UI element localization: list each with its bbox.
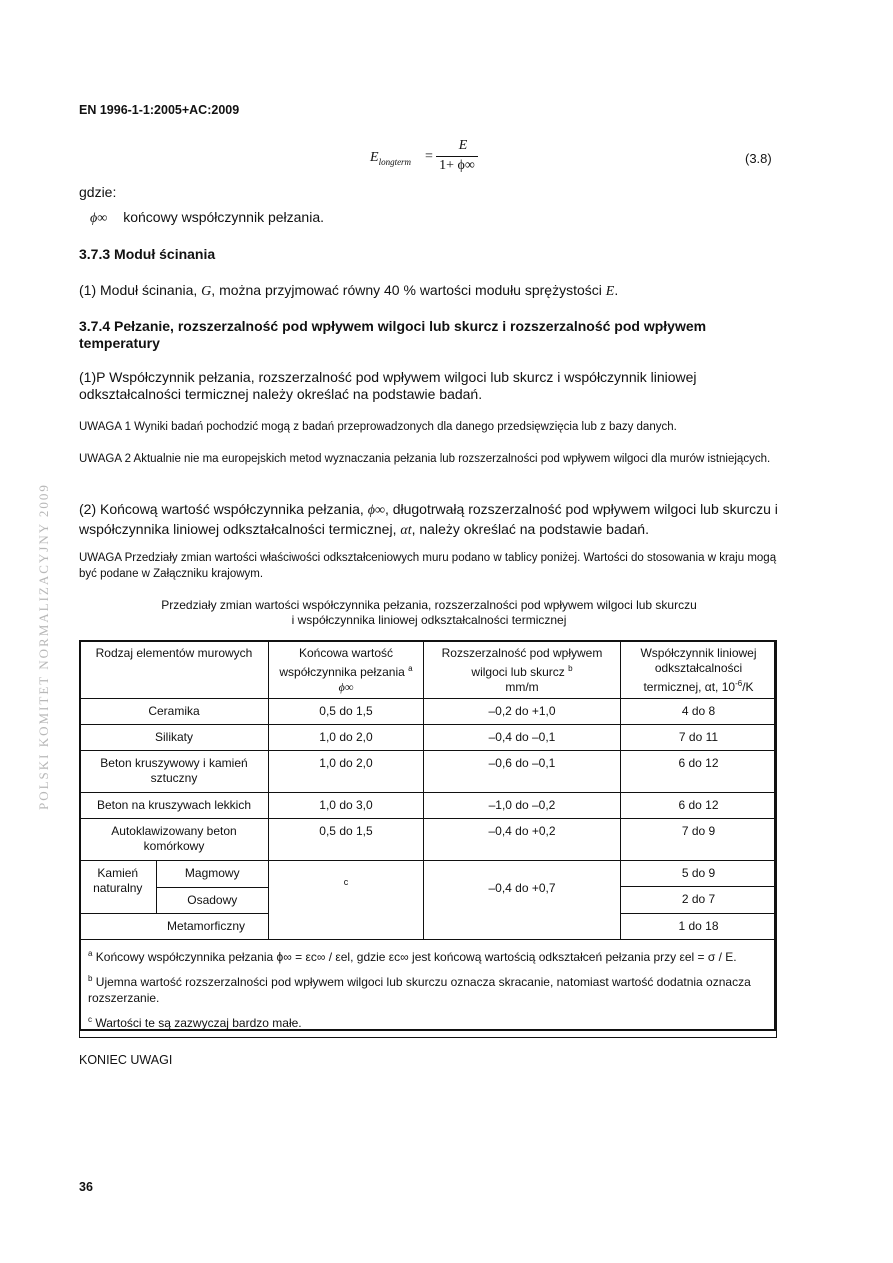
stone-subtype: Metamorficzny [166, 918, 246, 933]
stone-thermal: 5 do 9 [621, 861, 777, 887]
equation-number: (3.8) [745, 151, 772, 166]
footnotes-row [80, 940, 777, 1038]
stone-thermal: 2 do 7 [621, 887, 777, 913]
note-2: UWAGA 2 Aktualnie nie ma europejskich metod wyznaczania pełzania lub rozszerzalności pod wpływem wilgoci dla murów istniejących. [79, 453, 771, 465]
deformation-properties-table [79, 640, 777, 1038]
header-creep: Końcowa wartość współczynnika pełzania $^a$ ϕ∞ [269, 641, 424, 699]
note-1: UWAGA 1 Wyniki badań pochodzić mogą z badań przeprowadzonych dla danego przedsięwzięcia lub z bazy danych. [79, 421, 677, 433]
stone-moisture: –0,4 do +0,7 [424, 861, 621, 940]
formula-equals: = [425, 149, 433, 164]
table-row: Ceramika 0,5 do 1,5 –0,2 do +1,0 4 do 8 [80, 699, 777, 725]
stone-creep: c [269, 861, 424, 940]
stone-subtable [80, 861, 268, 939]
phi-text: końcowy współczynnik pełzania. [123, 209, 324, 225]
header-thermal: Współczynnik liniowej odkształcalności termicznej, αt, $10^{-6}/K$ [621, 641, 777, 699]
note-3: UWAGA Przedziały zmian wartości właściwości odkształceniowych muru podano w tablicy poniżej. Wartości do stosowania w kraju mogą być podane w Załączniku krajowym. [79, 552, 777, 580]
section-heading-3-7-3: 3.7.3 Moduł ścinania [79, 246, 216, 262]
formula-numerator: E [458, 138, 468, 153]
page-number: 36 [79, 1180, 93, 1194]
paragraph-1p: (1)P Współczynnik pełzania, rozszerzalność pod wpływem wilgoci lub skurcz i współczynnik liniowej odkształcalności termicznej należy określać na podstawie badań. [79, 369, 697, 402]
table-caption: Przedziały zmian wartości współczynnika pełzania, rozszerzalności pod wpływem wilgoci lub skurczu i współczynnika liniowej odkształcalności termicznej [161, 598, 697, 627]
document-header: EN 1996-1-1:2005+AC:2009 [79, 103, 240, 117]
where-label: gdzie: [79, 184, 117, 200]
paragraph-2: (2) Końcową wartość współczynnika pełzania, ϕ∞, długotrwałą rozszerzalność pod wpływem wilgoci lub skurczu i współczynnika liniowej odkształcalności termicznej, αt, należy określać na podstawie badań. [79, 501, 778, 538]
footnote-a: $^a$ Końcowy współczynnika pełzania ϕ∞ = εc∞ / εel, gdzie εc∞ jest końcową wartością odkształceń pełzania przy εel = σ / E. [88, 949, 737, 964]
table-header-row [80, 641, 777, 699]
table-row: Silikaty 1,0 do 2,0 –0,4 do –0,1 7 do 11 [80, 725, 777, 751]
shear-modulus-paragraph: (1) Moduł ścinania, G, można przyjmować równy 40 % wartości modułu sprężystości E. [79, 282, 619, 299]
footnote-b: $^b$ Ujemna wartość rozszerzalności pod wpływem wilgoci lub skurczu oznacza skracanie, natomiast wartość dodatnia oznacza rozszerzanie. [88, 974, 751, 1005]
header-type: Rodzaj elementów murowych [80, 641, 269, 699]
formula-lhs: $E_{longterm}$ [370, 150, 412, 167]
phi-symbol: ϕ∞ [90, 211, 108, 226]
table-row: Autoklawizowany beton komórkowy 0,5 do 1,5 –0,4 do +0,2 7 do 9 [80, 819, 777, 861]
section-heading-3-7-4: 3.7.4 Pełzanie, rozszerzalność pod wpływem wilgoci lub skurcz i rozszerzalność pod wpływem temperatury [79, 318, 707, 351]
fraction-bar [436, 156, 478, 157]
table-row: Beton kruszywowy i kamień sztuczny 1,0 do 2,0 –0,6 do –0,1 6 do 12 [80, 751, 777, 793]
stone-type-cell [80, 861, 269, 940]
formula-3-8 [370, 138, 490, 182]
stone-thermal: 1 do 18 [621, 913, 777, 939]
formula-denominator: 1+ ϕ∞ [439, 158, 475, 173]
watermark: POLSKI KOMITET NORMALIZACYJNY 2009 [36, 483, 51, 810]
stone-subtype: Osadowy [156, 887, 268, 913]
header-moisture: Rozszerzalność pod wpływem wilgoci lub skurcz $^b$ mm/m [424, 641, 621, 699]
table-row: Beton na kruszywach lekkich 1,0 do 3,0 –1,0 do –0,2 6 do 12 [80, 793, 777, 819]
stone-subtype: Magmowy [156, 861, 268, 887]
table-footnotes [80, 940, 777, 1038]
footnote-c: $^c$ Wartości te są zazwyczaj bardzo małe. [88, 1015, 302, 1030]
table-row-stone [80, 861, 777, 887]
end-of-note: KONIEC UWAGI [79, 1053, 173, 1067]
stone-group-label: Kamień naturalny [80, 861, 156, 913]
phi-definition [90, 209, 324, 227]
